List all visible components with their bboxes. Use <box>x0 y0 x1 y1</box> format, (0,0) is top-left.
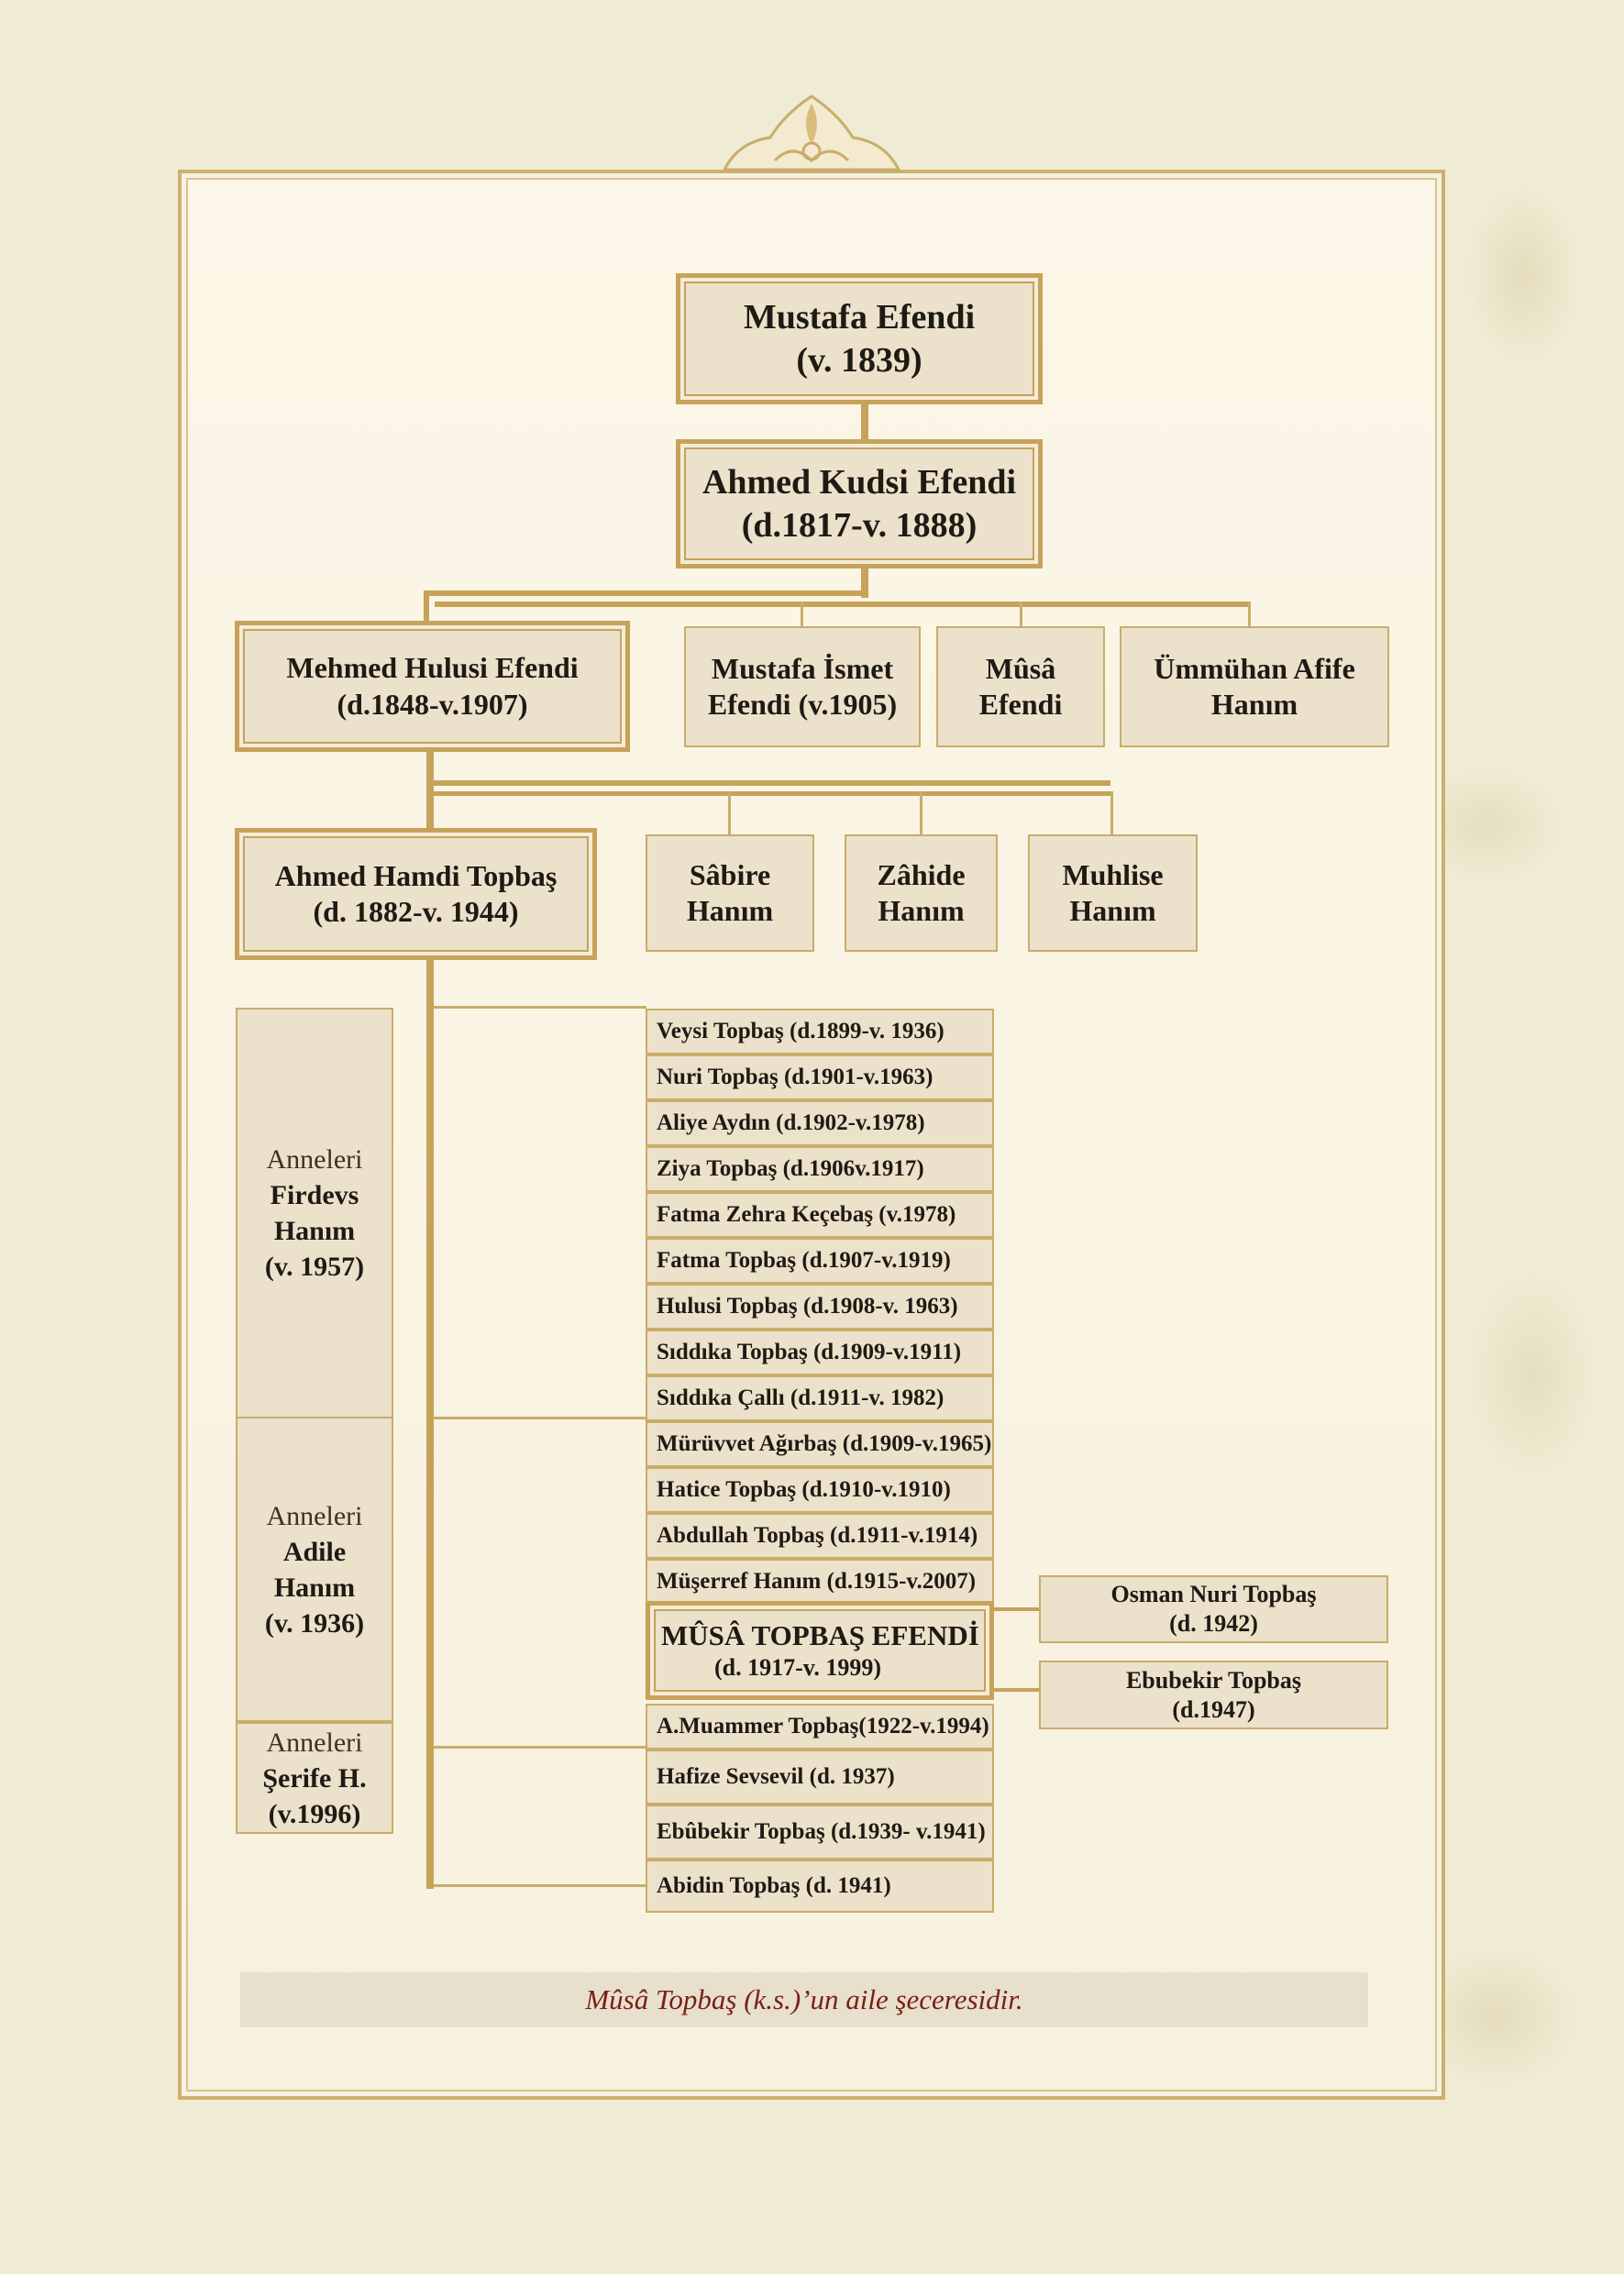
person-line2: Hanım <box>686 894 774 927</box>
list-item: Nuri Topbaş (d.1901-v.1963) <box>646 1054 994 1100</box>
connector-hamdi-trunk <box>426 958 434 1889</box>
crest-ornament <box>720 87 903 174</box>
person-line2: Hanım <box>1069 894 1156 927</box>
connector-gen3-left <box>424 591 429 624</box>
list-item: Abidin Topbaş (d. 1941) <box>646 1860 994 1913</box>
list-item: Veysi Topbaş (d.1899-v. 1936) <box>646 1009 994 1054</box>
mother-name-2: Hanım <box>273 1572 356 1603</box>
person-line1: Zâhide <box>877 857 966 891</box>
mother-firdevs-hanim <box>236 1008 393 1418</box>
person-line2: Hanım <box>878 894 965 927</box>
connector-gen4-sabire <box>728 791 731 835</box>
connector-gen3-musa <box>1020 602 1022 627</box>
person-line1: Osman Nuri Topbaş <box>1110 1581 1317 1608</box>
mother-dates: (v. 1957) <box>264 1252 365 1282</box>
list-item: Hulusi Topbaş (d.1908-v. 1963) <box>646 1284 994 1330</box>
mother-name: Şerife H. <box>262 1762 367 1794</box>
person-line1: Ümmühan Afife <box>1154 651 1355 685</box>
connector-gen4-zahide <box>920 791 922 835</box>
figure-caption: Mûsâ Topbaş (k.s.)’un aile şeceresidir. <box>240 1972 1368 2027</box>
list-item: Sıddıka Topbaş (d.1909-v.1911) <box>646 1330 994 1375</box>
person-name: Ahmed Kudsi Efendi <box>702 463 1017 502</box>
person-dates: (d.1817-v. 1888) <box>741 505 978 545</box>
connector-gen3-ummuhan <box>1248 602 1251 627</box>
mother-name-2: Hanım <box>273 1216 356 1246</box>
connector-gen4-bar <box>434 791 1110 796</box>
mother-serife-hanim <box>236 1722 393 1834</box>
connector-gen3-ismet <box>801 602 803 627</box>
list-item: Hafize Sevsevil (d. 1937) <box>646 1750 994 1805</box>
person-line2: Efendi (v.1905) <box>707 688 898 721</box>
list-item: Fatma Zehra Keçebaş (v.1978) <box>646 1192 994 1238</box>
person-line2: Hanım <box>1210 688 1298 721</box>
mother-dates: (v. 1936) <box>264 1607 365 1639</box>
person-musa-efendi <box>936 626 1105 747</box>
connector-branch-b <box>434 1417 646 1419</box>
connector-gen3-bar <box>435 602 1251 607</box>
mother-adile-hanim <box>236 1417 393 1722</box>
person-line1: Mûsâ <box>985 651 1056 685</box>
person-line1: Sâbire <box>689 857 771 891</box>
person-ebubekir-topbas <box>1039 1661 1388 1729</box>
person-muhlise-hanim <box>1028 834 1198 952</box>
list-item: Sıddıka Çallı (d.1911-v. 1982) <box>646 1375 994 1421</box>
person-zahide-hanim <box>845 834 998 952</box>
person-ahmed-hamdi-topbas <box>235 828 597 960</box>
person-line2: Efendi <box>978 688 1063 721</box>
person-line1: Mustafa İsmet <box>711 651 894 685</box>
connector-branch-d <box>434 1884 646 1887</box>
connector-branch-a <box>434 1006 646 1009</box>
connector-musa-2 <box>992 1688 1040 1692</box>
person-mustafa-efendi <box>676 273 1043 404</box>
person-line1: Ahmed Hamdi Topbaş <box>274 858 558 892</box>
list-item: Müşerref Hanım (d.1915-v.2007) <box>646 1559 994 1605</box>
person-musa-topbas-efendi <box>646 1601 994 1700</box>
person-line2: (d. 1942) <box>1169 1610 1258 1637</box>
connector-musa-1 <box>992 1607 1040 1611</box>
person-mehmed-hulusi-efendi <box>235 621 630 752</box>
person-line2: (d.1848-v.1907) <box>337 687 528 721</box>
mother-label: Anneleri <box>266 1727 363 1758</box>
connector-gen4-bar-top <box>426 780 1110 786</box>
connector-root <box>861 403 868 442</box>
person-line1: Muhlise <box>1062 857 1164 891</box>
mother-name: Firdevs <box>270 1180 359 1210</box>
person-dates: (d. 1917-v. 1999) <box>714 1654 881 1682</box>
list-item: Mürüvvet Ağırbaş (d.1909-v.1965) <box>646 1421 994 1467</box>
person-dates: (v. 1839) <box>796 340 922 380</box>
connector-gen3-bar-top <box>424 591 868 596</box>
list-item: Ziya Topbaş (d.1906v.1917) <box>646 1146 994 1192</box>
person-name: Mustafa Efendi <box>743 298 976 337</box>
list-item: Fatma Topbaş (d.1907-v.1919) <box>646 1238 994 1284</box>
connector-branch-c <box>434 1746 646 1749</box>
list-item: Aliye Aydın (d.1902-v.1978) <box>646 1100 994 1146</box>
list-item: A.Muammer Topbaş(1922-v.1994) <box>646 1704 994 1750</box>
person-line1: Ebubekir Topbaş <box>1125 1666 1302 1694</box>
mother-label: Anneleri <box>266 1144 363 1175</box>
mother-dates: (v.1996) <box>268 1798 361 1829</box>
person-line2: (d.1947) <box>1172 1695 1255 1723</box>
person-line2: (d. 1882-v. 1944) <box>313 895 519 928</box>
list-item: Ebûbekir Topbaş (d.1939- v.1941) <box>646 1805 994 1860</box>
mother-label: Anneleri <box>266 1500 363 1531</box>
mother-name: Adile <box>282 1536 347 1567</box>
person-osman-nuri-topbas <box>1039 1575 1388 1643</box>
person-mustafa-ismet-efendi <box>684 626 921 747</box>
person-ummuhan-afife-hanim <box>1120 626 1389 747</box>
list-item: Hatice Topbaş (d.1910-v.1910) <box>646 1467 994 1513</box>
person-name: MÛSÂ TOPBAŞ EFENDİ <box>661 1619 979 1652</box>
person-ahmed-kudsi-efendi <box>676 439 1043 568</box>
person-line1: Mehmed Hulusi Efendi <box>286 651 579 685</box>
person-sabire-hanim <box>646 834 814 952</box>
connector-gen4-muhlise <box>1110 791 1113 835</box>
list-item: Abdullah Topbaş (d.1911-v.1914) <box>646 1513 994 1559</box>
connector-hulusi-trunk <box>426 750 434 831</box>
